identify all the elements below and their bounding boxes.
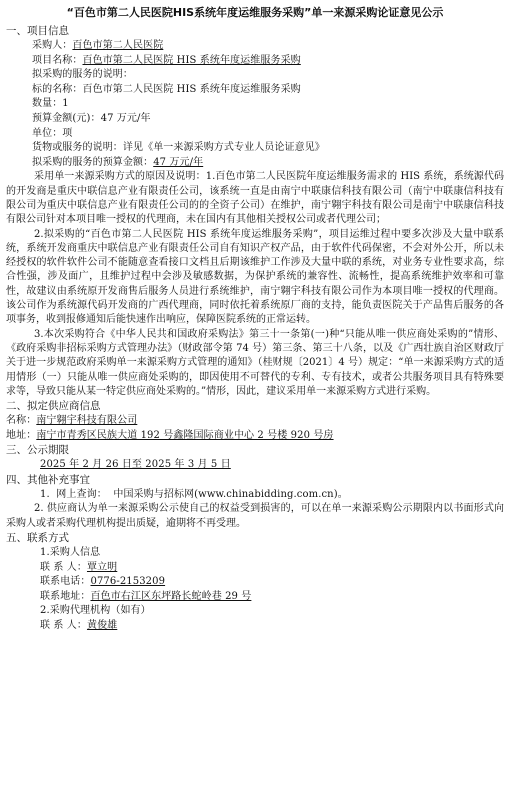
item-value: 百色市第二人民医院 HIS 系统年度运维服务采购 — [82, 83, 301, 95]
supplier-name-row — [6, 414, 504, 429]
project-row — [6, 54, 504, 69]
agency-subheading: 2.采购代理机构（如有） — [40, 605, 151, 617]
supplier-name-label: 名称： — [6, 415, 37, 427]
unit: 单位：项 — [32, 127, 73, 139]
reason-paragraph-1: 采用单一来源采购方式的原因及说明：1.百色市第二人民医院年度运维服务需求的 HIS 系统，系统源代码的开发商是重庆中联信息产业有限责任公司，该系统一直是由南宁中联康信科技有限公司（南宁中联康信科技有限公司为重庆中联信息产业有限责任公司的的全资子公司）在维护，南宁翱宇科技有限公司是南宁中联康信科技有限公司针对本项目唯一授权的代理商，未在国内有其他相关授权公司或者代理公司； — [6, 171, 504, 226]
section-heading-period: 三、公示期限 — [6, 444, 69, 457]
section-heading-supplier: 二、拟定供应商信息 — [6, 400, 101, 413]
project-label: 项目名称： — [32, 54, 83, 66]
other-item-1: 1. 网上查询： 中国采购与招标网(www.chinabidding.com.cn)。 — [40, 488, 348, 500]
goods-note: 货物或服务的说明：详见《单一来源采购方式专业人员论证意见》 — [32, 142, 325, 154]
item-label: 标的名称： — [32, 83, 83, 95]
quantity: 数量：1 — [32, 98, 69, 110]
section-heading-project-info: 一、项目信息 — [6, 25, 69, 37]
supplier-address-row — [6, 429, 504, 444]
contact-person-label: 联 系 人： — [40, 561, 87, 573]
contact-phone-value: 0776-2153209 — [90, 576, 166, 588]
buyer-value: 百色市第二人民医院 — [72, 40, 164, 51]
project-value: 百色市第二人民医院 HIS 系统年度运维服务采购 — [82, 54, 301, 66]
budget2-row — [6, 156, 504, 171]
reason-paragraph-2: 2.拟采购的“百色市第二人民医院 HIS 系统年度运维服务采购”，项目运维过程中要多次涉及大量中联系统，系统开发商重庆中联信息产业有限责任公司自有知识产权产品，由于软件代码保密，不会对外公开，所以未经授权的软件软件公司不能随意查看接口文档且后期该维护工作涉及大量中联的系统，对业务专业性要求高，综合性强，涉及面广，且维护过程中会涉及敏感数据，为保护系统的兼容性、流畅性，提高系统维护效率和可靠性，故建议由系统原开发商售后服务人员进行系统维护，南宁翱宇科技有限公司作为本项目唯一授权的代理商。该公司作为系统源代码开发商的广西代理商，同时依托着系统原厂商的支持，能负责医院关于产品售后服务的各项事务，收到报修通知后能快速作出响应，保障医院系统的正常运转。 — [6, 228, 504, 326]
agency-contact-label: 联 系 人： — [40, 620, 87, 632]
supplier-name-value: 南宁翱宇科技有限公司 — [36, 415, 138, 427]
service-desc: 拟采购的服务的说明： — [32, 69, 133, 81]
contact-address-value: 百色市右江区东坪路长蛇岭巷 29 号 — [90, 590, 252, 602]
budget2-label: 拟采购的服务的预算金额： — [32, 156, 154, 168]
section-heading-contact: 五、联系方式 — [6, 532, 69, 545]
budget2-value: 47 万元/年 — [153, 156, 204, 168]
contact-person-row — [6, 561, 504, 576]
contact-address-label: 联系地址： — [40, 590, 91, 602]
page-title: “百色市第二人民医院HIS系统年度运维服务采购”单一来源采购论证意见公示 — [66, 6, 444, 19]
agency-contact-value: 黄俊雄 — [86, 620, 118, 632]
supplier-address-value: 南宁市青秀区民族大道 192 号鑫隆国际商业中心 2 号楼 920 号房 — [36, 429, 334, 441]
contact-address-row — [6, 590, 504, 605]
notice-page — [6, 0, 504, 634]
section-heading-other: 四、其他补充事宜 — [6, 473, 90, 486]
buyer-info-subheading: 1.采购人信息 — [40, 547, 101, 559]
buyer-row — [6, 39, 504, 54]
other-item-2: 2. 供应商认为单一来源采购公示使自己的权益受到损害的，可以在单一来源采购公示期限内以书面形式向采购人或者采购代理机构提出质疑，逾期将不再受理。 — [6, 503, 504, 529]
publicity-period: 2025 年 2 月 26 日至 2025 年 3 月 5 日 — [40, 459, 231, 471]
budget: 预算金额(元)：47 万元/年 — [32, 112, 151, 124]
buyer-label: 采购人： — [32, 40, 73, 51]
agency-contact-row — [6, 619, 504, 634]
supplier-address-label: 地址： — [6, 429, 37, 441]
reason-paragraph-3: 3.本次采购符合《中华人民共和国政府采购法》第三十一条第(一)种“只能从唯一供应商处采购的”情形、《政府采购非招标采购方式管理办法》（财政部令第 74 号）第三条、第三十八条，以及《广西壮族自治区财政厅关于进一步规范政府采购单一来源采购方式管理的通知》（桂财规〔2021〕4 号）规定：“单一来源采购方式的适用情形（一）只能从唯一供应商处采购的，即因使用不可替代的专利、专有技术，或者公共服务项目具有特殊要求等，导致只能从某一特定供应商处采购的。”情形，因此，建议采用单一来源采购方式进行采购。 — [6, 328, 504, 397]
contact-phone-row — [6, 575, 504, 590]
item-row — [6, 83, 504, 98]
contact-phone-label: 联系电话： — [40, 576, 91, 588]
contact-person-value: 覃立明 — [86, 561, 118, 573]
